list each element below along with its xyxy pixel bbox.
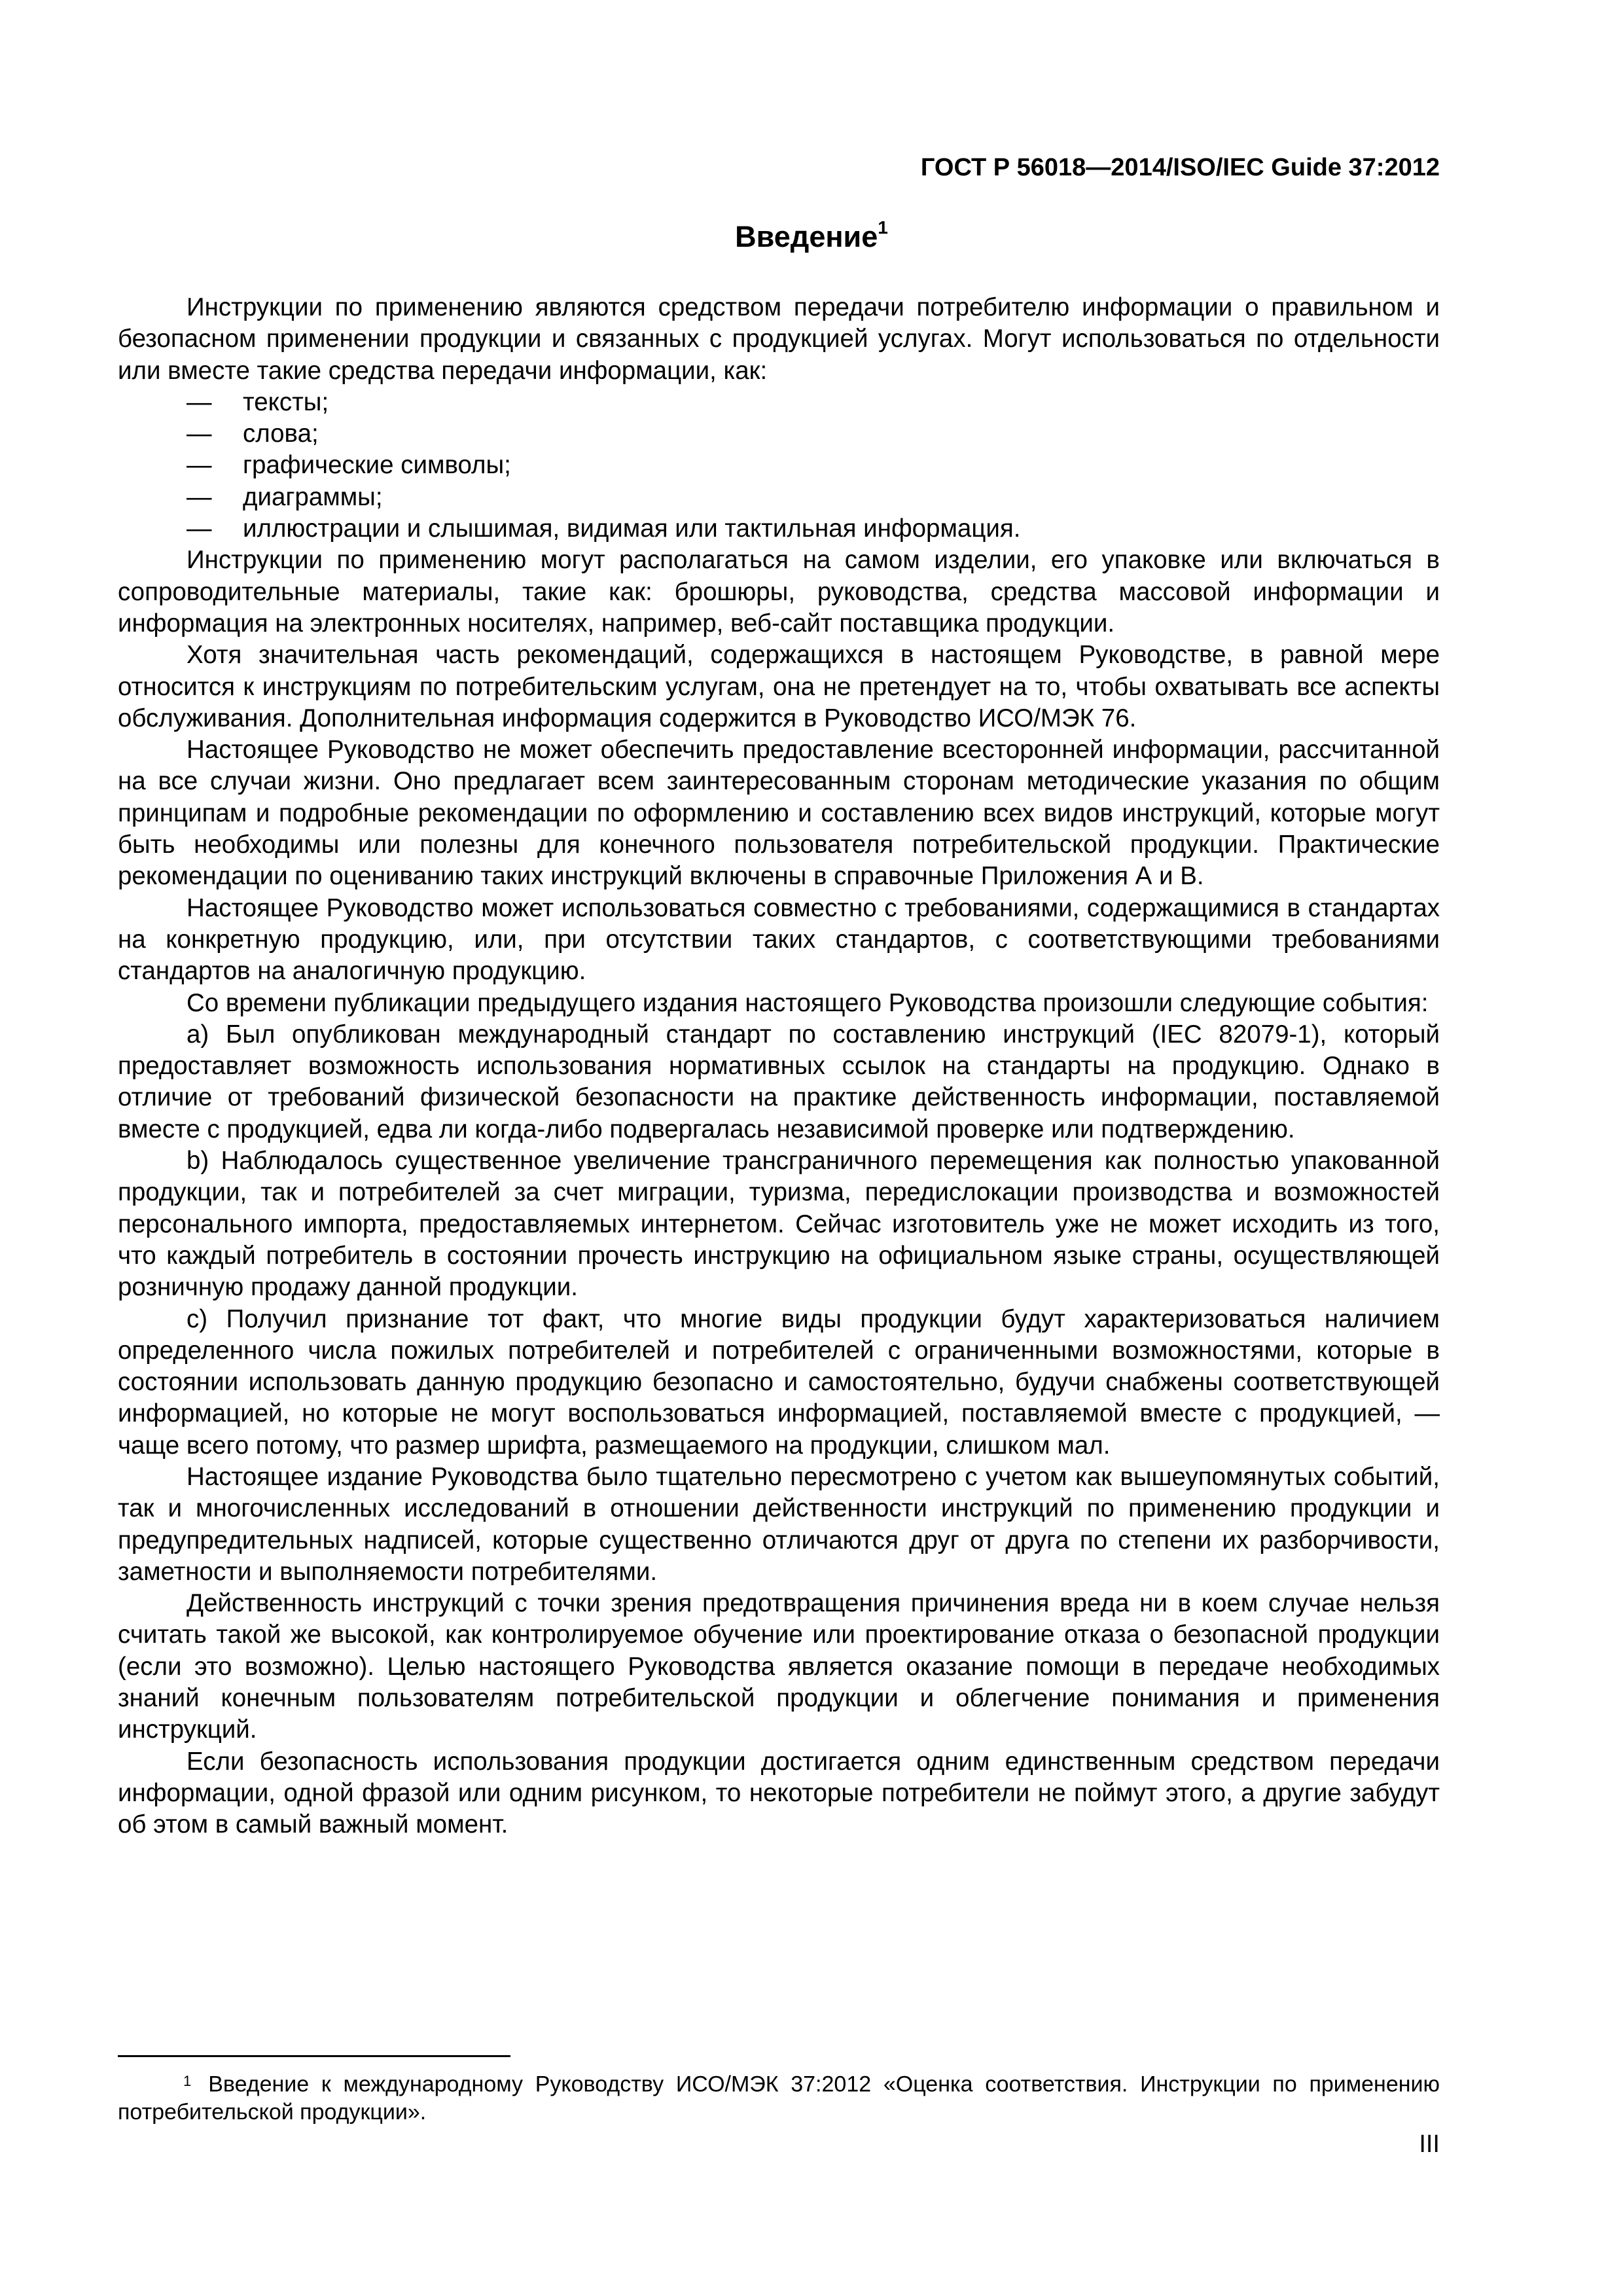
body-paragraph: Со времени публикации предыдущего издания настоящего Руководства произошли следующие события: — [187, 988, 1429, 1017]
body-paragraph: Инструкции по применению могут располагаться на самом изделии, его упаковке или включаться в сопроводительные материалы, такие как: брошюры, руководства, средства массовой информации и информация на электронных носителях, например, веб-сайт поставщика продукции. — [118, 546, 1440, 637]
title-footnote-ref: 1 — [878, 217, 888, 238]
list-item — [118, 418, 1440, 450]
list-item — [118, 387, 1440, 418]
body-paragraph: Настоящее издание Руководства было тщательно пересмотрено с учетом как вышеупомянутых событий, так и многочисленных исследований в отношении действенности инструкций по применению продукции и предупредительных надписей, которые существенно отличаются друг от друга по степени их разборчивости, заметности и выполняемости потребителями. — [118, 1462, 1440, 1586]
page-number: III — [1419, 2130, 1440, 2158]
list-item — [118, 513, 1440, 545]
body-paragraph: Хотя значительная часть рекомендаций, содержащихся в настоящем Руководстве, в равной мере относится к инструкциям по потребительским услугам, она не претендует на то, чтобы охватывать все аспекты обслуживания. Дополнительная информация содержится в Руководство ИСО/МЭК 76. — [118, 641, 1440, 732]
list-dash: — — [187, 514, 212, 543]
body-paragraph: с) Получил признание тот факт, что многие виды продукции будут характеризоваться наличием определенного числа пожилых потребителей и потребителей с ограниченными возможностями, которые в состоянии использовать данную продукцию безопасно и самостоятельно, будучи снабжены соответствующей информацией, но которые не могут воспользоваться информацией, поставляемой вместе с продукцией, — чаще всего потому, что размер шрифта, размещаемого на продукции, слишком мал. — [118, 1304, 1440, 1460]
title-text: Введение — [735, 220, 878, 253]
footnote-text: Введение к международному Руководству ИСО/МЭК 37:2012 «Оценка соответствия. Инструкции по применению потребительской продукции». — [118, 2072, 1440, 2125]
list-dash: — — [187, 482, 212, 511]
list-item — [118, 482, 1440, 513]
list-item-text: графические символы; — [243, 451, 511, 480]
list-dash: — — [187, 387, 212, 416]
body-paragraph: Настоящее Руководство может использоваться совместно с требованиями, содержащимися в стандартах на конкретную продукцию, или, при отсутствии таких стандартов, с соответствующими требованиями стандартов на аналогичную продукцию. — [118, 893, 1440, 986]
list-item — [118, 450, 1440, 481]
list-dash: — — [187, 420, 212, 448]
body-paragraph: Если безопасность использования продукции достигается одним единственным средством передачи информации, одной фразой или одним рисунком, то некоторые потребители не поймут этого, а другие забудут об этом в самый важный момент. — [118, 1747, 1440, 1839]
page-title — [0, 211, 1623, 257]
body-paragraph: Действенность инструкций с точки зрения предотвращения причинения вреда ни в коем случае нельзя считать такой же высокой, как контролируемое обучение или проектирование отказа о безопасной продукции (если это возможно). Целью настоящего Руководства является оказание помощи в передаче необходимых знаний конечным пользователям потребительской продукции и облегчение понимания и применения инструкций. — [118, 1589, 1440, 1744]
list-item-text: слова; — [243, 420, 319, 448]
body-paragraph: а) Был опубликован международный стандарт по составлению инструкций (IEC 82079-1), который предоставляет возможность использования нормативных ссылок на стандарты на продукцию. Однако в отличие от требований физической безопасности на практике действенность информации, поставляемой вместе с продукцией, едва ли когда-либо подвергалась независимой проверке или подтверждению. — [118, 1020, 1440, 1143]
intro-paragraph: Инструкции по применению являются средством передачи потребителю информации о правильном и безопасном применении продукции и связанных с продукцией услугах. Могут использоваться по отдельности или вместе такие средства передачи информации, как: — [118, 293, 1440, 385]
footnote — [118, 2064, 1440, 2126]
list-item-text: диаграммы; — [243, 482, 383, 511]
footnote-divider — [118, 2055, 510, 2057]
list-dash: — — [187, 451, 212, 480]
list-item-text: тексты; — [243, 387, 329, 416]
standard-header: ГОСТ Р 56018—2014/ISO/IEC Guide 37:2012 — [920, 154, 1440, 181]
footnote-mark: 1 — [183, 2073, 192, 2089]
list-item-text: иллюстрации и слышимая, видимая или тактильная информация. — [243, 514, 1021, 543]
body-paragraph: b) Наблюдалось существенное увеличение трансграничного перемещения как полностью упакованной продукции, так и потребителей за счет миграции, туризма, передислокации производства и возможностей персонального импорта, предоставляемых интернетом. Сейчас изготовитель уже не может исходить из того, что каждый потребитель в состоянии прочесть инструкцию на официальном языке страны, осуществляющей розничную продажу данной продукции. — [118, 1147, 1440, 1302]
body-paragraph: Настоящее Руководство не может обеспечить предоставление всесторонней информации, рассчитанной на все случаи жизни. Оно предлагает всем заинтересованным сторонам методические указания по общим принципам и подробные рекомендации по оформлению и составлению всех видов инструкций, которые могут быть необходимы или полезны для конечного пользователя потребительской продукции. Практические рекомендации по оцениванию таких инструкций включены в справочные Приложения А и В. — [118, 736, 1440, 891]
document-body — [118, 292, 1440, 1841]
